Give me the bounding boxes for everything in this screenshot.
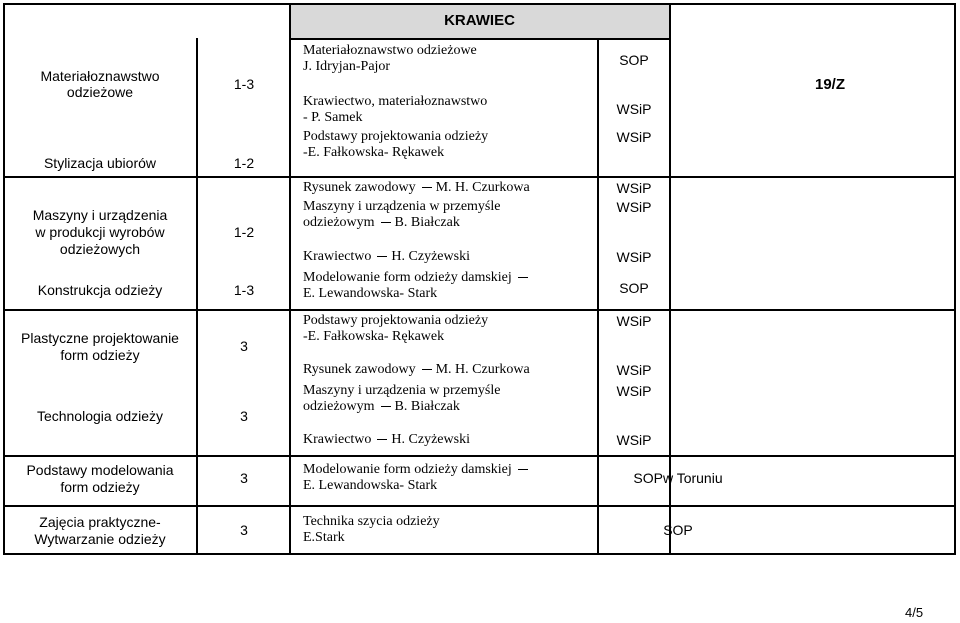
- book-title: odzieżowym: [303, 399, 375, 414]
- book-author: H. Czyżewski: [391, 432, 470, 447]
- book-title: Podstawy projektowania odzieży: [303, 129, 489, 144]
- book-dash: [381, 406, 391, 407]
- book-publisher: WSiP: [616, 199, 652, 215]
- book-title: Rysunek zawodowy: [303, 362, 416, 377]
- subject-name: w produkcji wyrobów: [35, 224, 165, 240]
- subject-name: Wytwarzanie odzieży: [34, 531, 166, 547]
- book-author: B. Białczak: [394, 215, 460, 230]
- row-divider-3: [3, 455, 956, 457]
- book-entry: [303, 215, 460, 231]
- book-author: E. Lewandowska- Stark: [303, 478, 438, 493]
- book-title: Maszyny i urządzenia w przemyśle: [303, 199, 501, 214]
- page-title: KRAWIEC: [444, 12, 515, 29]
- book-title: Krawiectwo: [303, 249, 372, 264]
- book-publisher: WSiP: [616, 249, 652, 265]
- book-publisher: SOP: [619, 280, 649, 296]
- divider-v3: [597, 38, 599, 555]
- book-title: Podstawy projektowania odzieży: [303, 313, 489, 328]
- book-author: M. H. Czurkowa: [435, 180, 530, 195]
- book-dash: [377, 439, 387, 440]
- subject-name: Maszyny i urządzenia: [32, 207, 168, 223]
- subject-hours: 1-3: [233, 76, 255, 92]
- subject-name: Konstrukcja odzieży: [37, 282, 163, 298]
- book-title: odzieżowym: [303, 215, 375, 230]
- book-title: Rysunek zawodowy: [303, 180, 416, 195]
- row-divider-4: [3, 505, 956, 507]
- book-dash: [422, 187, 432, 188]
- book-author: M. H. Czurkowa: [435, 362, 530, 377]
- book-publisher: WSiP: [616, 313, 652, 329]
- subject-name: form odzieży: [60, 347, 140, 363]
- book-publisher: WSiP: [616, 362, 652, 378]
- book-dash: [518, 277, 528, 278]
- book-publisher: SOP: [663, 522, 693, 538]
- code-label: 19/Z: [814, 76, 845, 93]
- subject-hours: 1-2: [233, 224, 255, 240]
- book-title: Technika szycia odzieży: [303, 514, 440, 529]
- book-entry: [303, 432, 470, 448]
- book-author: E. Lewandowska- Stark: [303, 286, 438, 301]
- subject-hours: 1-2: [233, 155, 255, 171]
- row-divider-1: [3, 176, 956, 178]
- book-author: J. Idryjan-Pajor: [303, 59, 391, 74]
- subject-name: Materiałoznawstwo: [40, 68, 160, 84]
- subject-name: form odzieży: [60, 479, 140, 495]
- book-publisher: WSiP: [616, 383, 652, 399]
- page-number: 4/5: [905, 605, 924, 620]
- book-publisher: WSiP: [616, 432, 652, 448]
- book-entry: [303, 399, 460, 415]
- subject-name: Plastyczne projektowanie: [21, 330, 179, 346]
- subject-hours: 3: [240, 338, 248, 354]
- subject-name: Zajęcia praktyczne-: [39, 514, 161, 530]
- book-dash: [381, 222, 391, 223]
- subject-hours: 3: [240, 522, 248, 538]
- subject-name: Podstawy modelowania: [26, 462, 174, 478]
- book-publisher: WSiP: [616, 101, 652, 117]
- book-publisher: WSiP: [616, 129, 652, 145]
- book-title: Maszyny i urządzenia w przemyśle: [303, 383, 501, 398]
- book-entry: [303, 362, 530, 378]
- subject-hours: 1-3: [233, 282, 255, 298]
- book-author: H. Czyżewski: [391, 249, 470, 264]
- book-entry: [303, 180, 530, 196]
- subject-hours: 3: [240, 408, 248, 424]
- subject-name: odzieżowe: [66, 84, 134, 100]
- book-author: -E. Fałkowska- Rękawek: [303, 145, 445, 160]
- divider-v1: [196, 38, 198, 555]
- book-dash: [518, 469, 528, 470]
- subject-name: Stylizacja ubiorów: [43, 155, 157, 171]
- book-publisher: WSiP: [616, 180, 652, 196]
- book-publisher: SOPw Toruniu: [633, 470, 723, 486]
- book-dash: [422, 369, 432, 370]
- book-entry: [303, 270, 528, 286]
- divider-v2: [289, 3, 291, 555]
- book-title: Materiałoznawstwo odzieżowe: [303, 43, 477, 58]
- subject-name: Technologia odzieży: [36, 408, 164, 424]
- row-divider-2: [3, 309, 956, 311]
- book-title: Krawiectwo: [303, 432, 372, 447]
- book-publisher: SOP: [619, 52, 649, 68]
- book-title: Modelowanie form odzieży damskiej: [303, 270, 512, 285]
- book-entry: [303, 249, 470, 265]
- book-author: -E. Fałkowska- Rękawek: [303, 329, 445, 344]
- book-dash: [377, 256, 387, 257]
- subject-hours: 3: [240, 470, 248, 486]
- book-entry: [303, 462, 528, 478]
- book-author: B. Białczak: [394, 399, 460, 414]
- book-title: Krawiectwo, materiałoznawstwo: [303, 94, 488, 109]
- subject-name: odzieżowych: [59, 241, 141, 257]
- book-title: Modelowanie form odzieży damskiej: [303, 462, 512, 477]
- header-divider: [290, 38, 670, 40]
- book-author: E.Stark: [303, 530, 345, 545]
- book-author: - P. Samek: [303, 110, 363, 125]
